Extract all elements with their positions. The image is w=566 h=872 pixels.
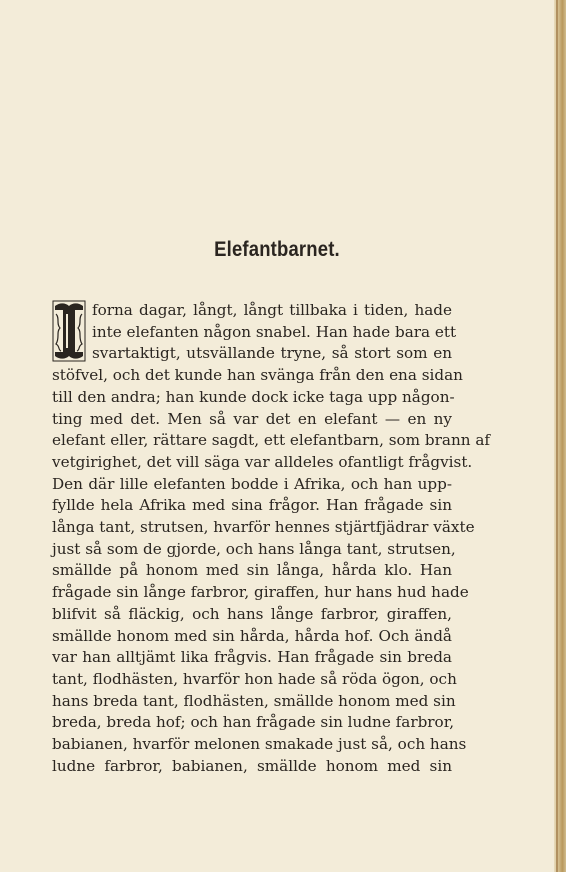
text-line: hans breda tant, flodhästen, smällde honom med sin <box>52 691 456 710</box>
text-line: vetgirighet, det vill säga var alldeles ofantligt frågvist. <box>52 452 473 471</box>
text-line: till den andra; han kunde dock icke taga upp någon- <box>52 387 455 406</box>
text-line: ting med det. Men så var det en elefant — en ny <box>52 409 452 428</box>
text-line: svartaktigt, utsvällande tryne, så stort som en <box>92 344 452 363</box>
text-line: elefant eller, rättare sagdt, ett elefantbarn, som brann af <box>52 431 491 450</box>
text-line: fyllde hela Afrika med sina frågor. Han frågade sin <box>52 496 452 515</box>
text-line: var han alltjämt lika frågvis. Han frågade sin breda <box>52 648 452 667</box>
text-line: just så som de gjorde, och hans långa tant, strutsen, <box>52 539 456 558</box>
text-line: tant, flodhästen, hvarför hon hade så röda ögon, och <box>52 669 457 688</box>
text-line: frågade sin långe farbror, giraffen, hur hans hud hade <box>52 583 469 602</box>
chapter-title: Elefantbarnet. <box>214 238 340 261</box>
ornamental-dropcap-i-icon <box>52 300 86 362</box>
text-line: breda, breda hof; och han frågade sin ludne farbror, <box>52 713 455 732</box>
text-line: långa tant, strutsen, hvarför hennes stjärtfjädrar växte <box>52 518 475 536</box>
text-line: stöfvel, och det kunde han svänga från den ena sidan <box>52 366 463 385</box>
text-line: forna dagar, långt, långt tillbaka i tiden, hade <box>92 301 452 319</box>
page-edge-line <box>556 0 558 872</box>
text-line: blifvit så fläckig, och hans långe farbror, giraffen, <box>52 604 452 623</box>
text-line: smällde på honom med sin långa, hårda klo. Han <box>52 561 452 580</box>
text-line: inte elefanten någon snabel. Han hade bara ett <box>92 322 457 341</box>
text-line: Den där lille elefanten bodde i Afrika, och han upp- <box>52 474 452 493</box>
text-line: smällde honom med sin hårda, hårda hof. Och ändå <box>52 626 452 645</box>
text-line: babianen, hvarför melonen smakade just så, och hans <box>52 735 467 753</box>
text-line: ludne farbror, babianen, smällde honom med sin <box>52 756 452 775</box>
